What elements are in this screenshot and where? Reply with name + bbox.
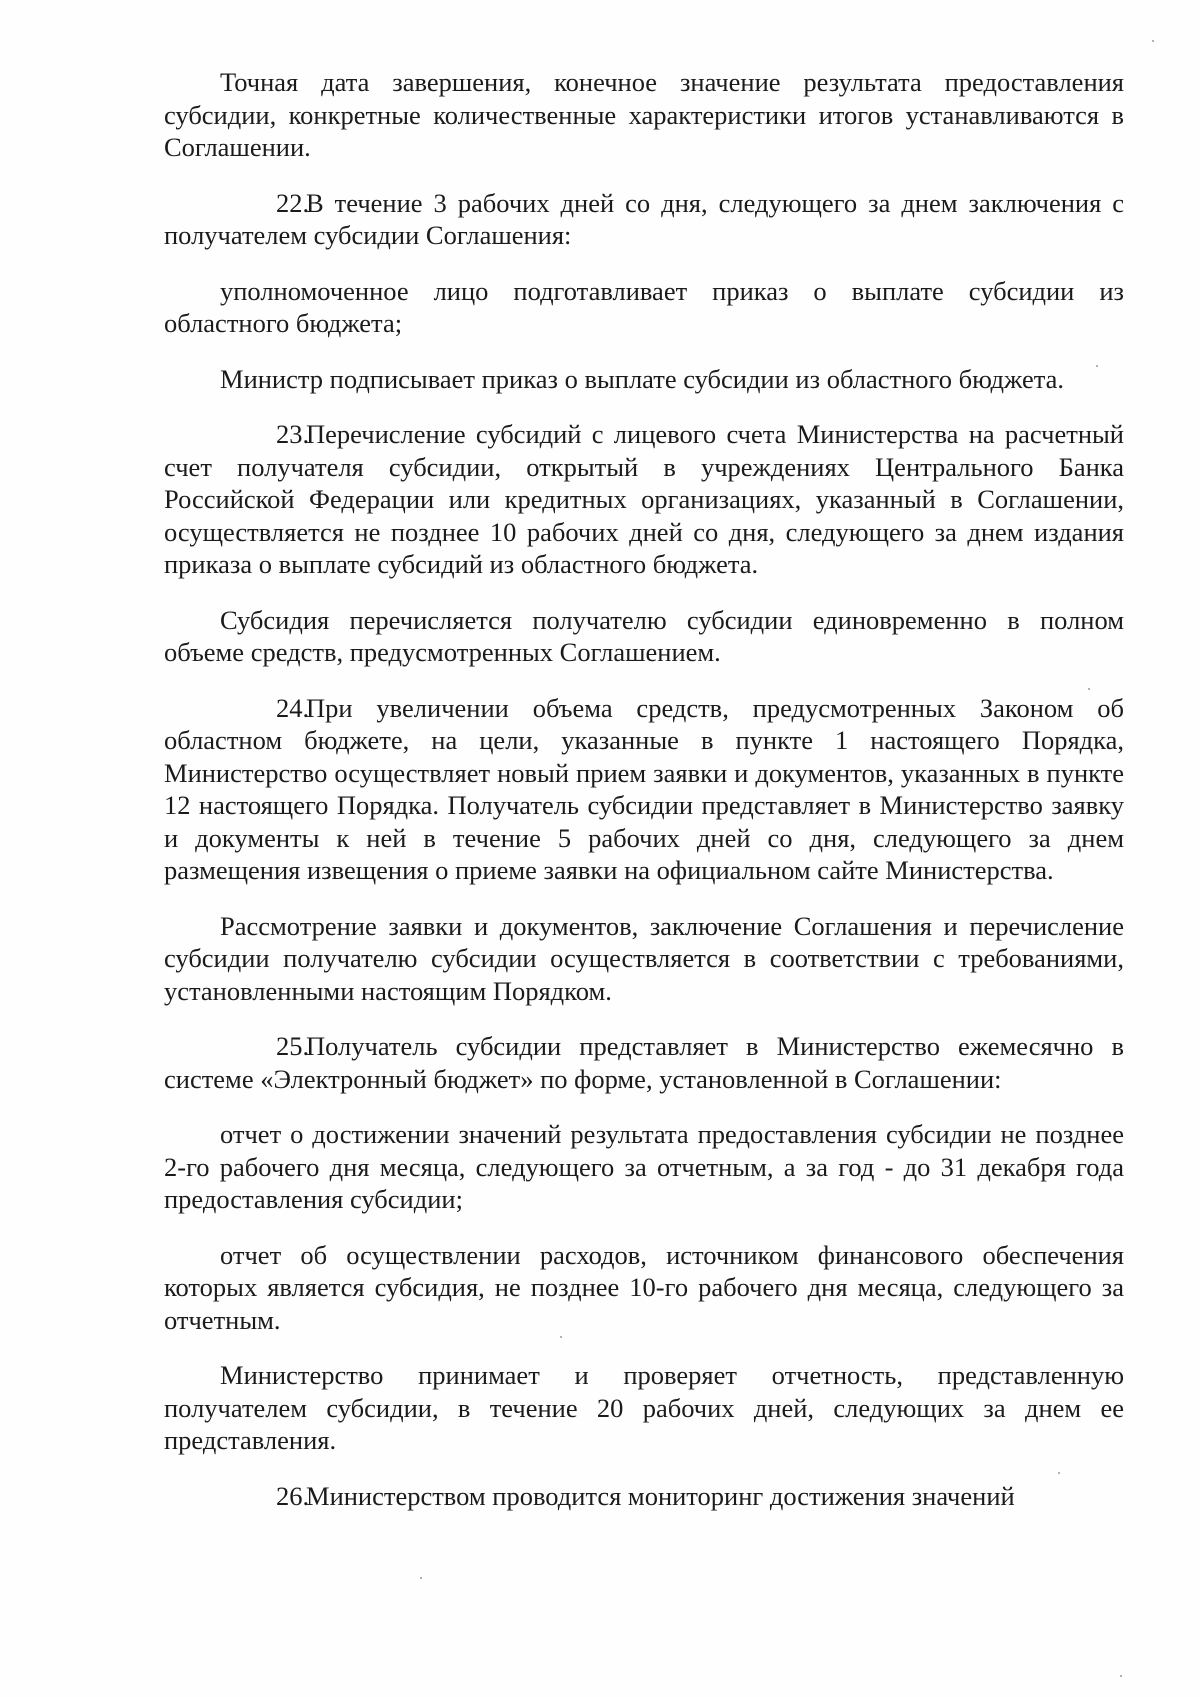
numbered-paragraph-26 [164, 1480, 1124, 1513]
paragraph-text: Получатель субсидии представляет в Министерство ежемесячно в системе «Электронный бюджет» по форме, установленной в Соглашении: [164, 1031, 1124, 1094]
paragraph-number: 23. [276, 419, 310, 449]
paragraph [164, 1359, 1124, 1457]
paragraph [164, 1239, 1124, 1337]
paragraph-text: Министерство принимает и проверяет отчетность, представленную получателем субсидии, в течение 20 рабочих дней, следующих за днем ее представления. [164, 1360, 1124, 1455]
numbered-paragraph-22 [164, 187, 1124, 252]
scan-speck [1120, 1675, 1122, 1677]
paragraph-number: 22. [276, 187, 310, 218]
paragraph-text: Субсидия перечисляется получателю субсидии единовременно в полном объеме средств, предусмотренных Соглашением. [164, 604, 1124, 667]
paragraph-text: Точная дата завершения, конечное значение результата предоставления субсидии, конкретные количественные характеристики итогов устанавливаются в Соглашении. [164, 67, 1124, 162]
numbered-paragraph-24 [164, 692, 1124, 887]
paragraph-text: При увеличении объема средств, предусмотренных Законом об областном бюджете, на цели, указанные в пункте 1 настоящего Порядка, Министерство осуществляет новый прием заявки и документов, указанных в пункте 12 настоящего Порядка. Получатель субсидии представляет в Министерство заявку и документы к ней в течение 5 рабочих дней со дня, следующего за днем размещения извещения о приеме заявки на официальном сайте Министерства. [164, 692, 1124, 885]
paragraph [164, 275, 1124, 340]
paragraph-text: Министр подписывает приказ о выплате субсидии из областного бюджета. [220, 363, 1065, 394]
paragraph-number: 24. [276, 692, 310, 723]
paragraph-number: 25. [276, 1031, 310, 1061]
paragraph-number: 26. [276, 1480, 310, 1511]
paragraph-text: Министерством проводится мониторинг достижения значений [306, 1480, 1015, 1511]
paragraph [164, 604, 1124, 669]
paragraph [164, 1118, 1124, 1216]
paragraph [164, 66, 1124, 164]
paragraph-text: уполномоченное лицо подготавливает приказ о выплате субсидии из областного бюджета; [164, 275, 1124, 338]
paragraph-text: Перечисление субсидий с лицевого счета Министерства на расчетный счет получателя субсидии, открытый в учреждениях Центрального Банка Российской Федерации или кредитных организациях, указанный в Соглашении, осуществляется не позднее 10 рабочих дней со дня, следующего за днем издания приказа о выплате субсидий из областного бюджета. [164, 419, 1124, 579]
paragraph [164, 363, 1124, 396]
paragraph [164, 910, 1124, 1008]
paragraph-text: отчет об осуществлении расходов, источником финансового обеспечения которых является субсидия, не позднее 10-го рабочего дня месяца, следующего за отчетным. [164, 1239, 1124, 1335]
scan-speck [420, 1577, 422, 1579]
paragraph-text: В течение 3 рабочих дней со дня, следующего за днем заключения с получателем субсидии Соглашения: [164, 187, 1124, 250]
numbered-paragraph-25 [164, 1030, 1124, 1095]
numbered-paragraph-23 [164, 418, 1124, 581]
paragraph-text: отчет о достижении значений результата предоставления субсидии не позднее 2-го рабочего дня месяца, следующего за отчетным, а за год - до 31 декабря года предоставления субсидии; [164, 1119, 1124, 1214]
scan-speck [1152, 40, 1154, 42]
document-body [164, 66, 1124, 1512]
paragraph-text: Рассмотрение заявки и документов, заключение Соглашения и перечисление субсидии получателю субсидии осуществляется в соответствии с требованиями, установленными настоящим Порядком. [164, 910, 1124, 1006]
